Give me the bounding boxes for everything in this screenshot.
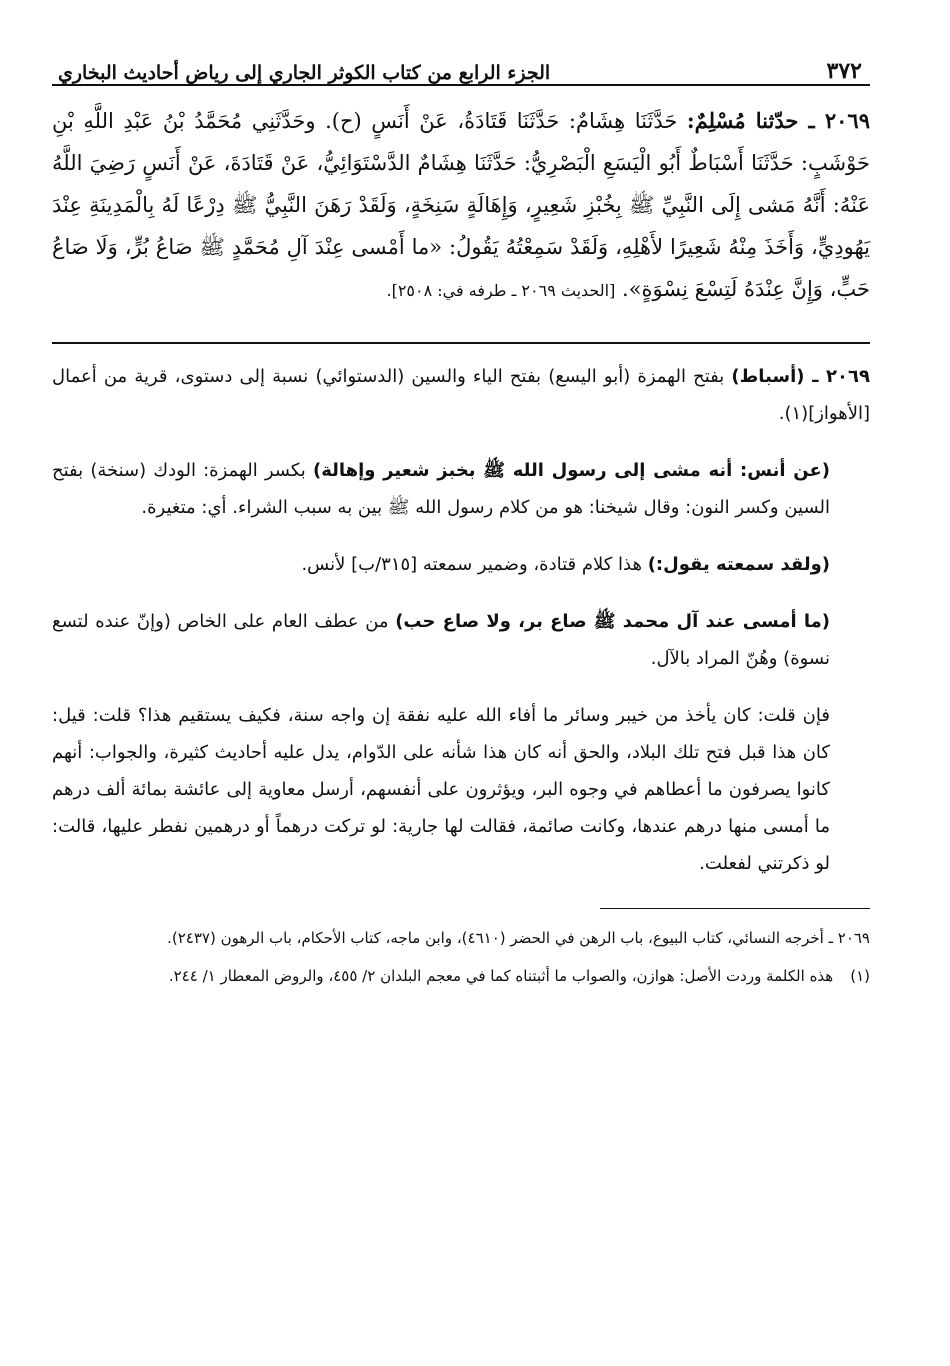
commentary-text: بكسر الهمزة: الودك (سنخة) بفتح السين وكسر النون: وقال شيخنا: هو من كلام رسول الله ﷺ بين به سبب الشراء. أي: متغيرة. bbox=[52, 460, 830, 518]
commentary-paragraph bbox=[52, 358, 870, 432]
commentary-paragraph bbox=[52, 546, 870, 583]
commentary-term: (ولقد سمعته يقول:) bbox=[647, 554, 830, 575]
commentary-term: (عن أنس: أنه مشى إلى رسول الله ﷺ بخبز شعير وإهالة) bbox=[312, 460, 831, 481]
book-title: الجزء الرابع من كتاب الكوثر الجاري إلى رياض أحاديث البخاري bbox=[58, 62, 551, 84]
running-header bbox=[52, 38, 870, 86]
commentary-paragraph bbox=[52, 603, 870, 677]
hadith-reference: [الحديث ٢٠٦٩ ـ طرفه في: ٢٥٠٨]. bbox=[386, 281, 616, 300]
hadith-text-block bbox=[52, 100, 870, 312]
commentary-text: بفتح الهمزة (أبو اليسع) بفتح الياء والسين (الدستوائي) نسبة إلى دستوى، قرية من أعمال [الأهواز](١). bbox=[52, 366, 870, 424]
footnote bbox=[52, 923, 870, 953]
footnote-text: هذه الكلمة وردت الأصل: هوازن، والصواب ما أثبتناه كما في معجم البلدان ٢/ ٤٥٥، والروض المعطار ١/ ٢٤٤. bbox=[168, 967, 834, 985]
commentary-paragraph bbox=[52, 697, 870, 882]
commentary-term: ٢٠٦٩ ـ (أسباط) bbox=[731, 366, 870, 387]
footnotes bbox=[52, 923, 870, 991]
commentary-paragraph bbox=[52, 452, 870, 526]
book-page bbox=[52, 38, 870, 999]
footnote-text: أخرجه النسائي، كتاب البيوع، باب الرهن في الحضر (٤٦١٠)، وابن ماجه، كتاب الأحكام، باب الرهون (٢٤٣٧). bbox=[167, 929, 824, 947]
footnote-marker: ٢٠٦٩ ـ bbox=[828, 929, 870, 947]
commentary-term: (ما أمسى عند آل محمد ﷺ صاع بر، ولا صاع حب) bbox=[395, 611, 830, 632]
footnote-rule bbox=[600, 908, 870, 909]
hadith-number-label: ٢٠٦٩ ـ حدّثنا مُسْلِمٌ: bbox=[686, 108, 870, 133]
section-divider bbox=[52, 342, 870, 344]
commentary-text: هذا كلام قتادة، وضمير سمعته [٣١٥/ب] لأنس. bbox=[301, 554, 648, 575]
page-number: ٣٧٢ bbox=[826, 58, 862, 84]
commentary-section bbox=[52, 358, 870, 882]
footnote-marker: (١) bbox=[850, 967, 870, 985]
footnote bbox=[52, 961, 870, 991]
commentary-text: فإن قلت: كان يأخذ من خيبر وسائر ما أفاء الله عليه نفقة إن واجه سنة، فكيف يستقيم هذا؟ قلت: قيل: كان هذا قبل فتح تلك البلاد، والحق أنه كان هذا شأنه على الدّوام، يدل عليه أحاديث كثيرة، والجواب: أنهم كانوا يصرفون ما أعطاهم في وجوه البر، ويؤثرون على أنفسهم، أرسل معاوية إلى عائشة بمائة ألف درهم ما أمسى منها درهم عندها، وكانت صائمة، فقالت لها جارية: لو تركت درهماً أو درهمين نفطر عليها، قالت: لو ذكرتني لفعلت. bbox=[52, 705, 830, 874]
hadith-body: حَدَّثَنَا هِشَامٌ: حَدَّثَنَا قَتَادَةُ، عَنْ أَنَسٍ (ح). وحَدَّثَنِي مُحَمَّدُ بْنُ عَبْدِ اللَّهِ بْنِ حَوْشَبٍ: حَدَّثَنَا أَسْبَاطٌ أَبُو الْيَسَعِ الْبَصْرِيُّ: حَدَّثَنَا هِشَامٌ الدَّسْتَوَائِيُّ، عَنْ قَتَادَةَ، عَنْ أَنَسٍ رَضِيَ اللَّهُ عَنْهُ: أَنَّهُ مَشى إِلَى النَّبِيِّ ﷺ بِخُبْزِ شَعِيرٍ، وَإِهَالَةٍ سَنِخَةٍ، وَلَقَدْ رَهَنَ النَّبِيُّ ﷺ دِرْعًا لَهُ بِالْمَدِينَةِ عِنْدَ يَهُودِيٍّ، وَأَخَذَ مِنْهُ شَعِيرًا لأَهْلِهِ، وَلَقَدْ سَمِعْتُهُ يَقُولُ: «ما أَمْسى عِنْدَ آلِ مُحَمَّدٍ ﷺ صَاعُ بُرٍّ، وَلَا صَاعُ حَبٍّ، وَإِنَّ عِنْدَهُ لَتِسْعَ نِسْوَةٍ». bbox=[52, 109, 870, 301]
commentary-text: من عطف العام على الخاص (وإنّ عنده لتسع نسوة) وهُنّ المراد بالآل. bbox=[52, 611, 830, 669]
